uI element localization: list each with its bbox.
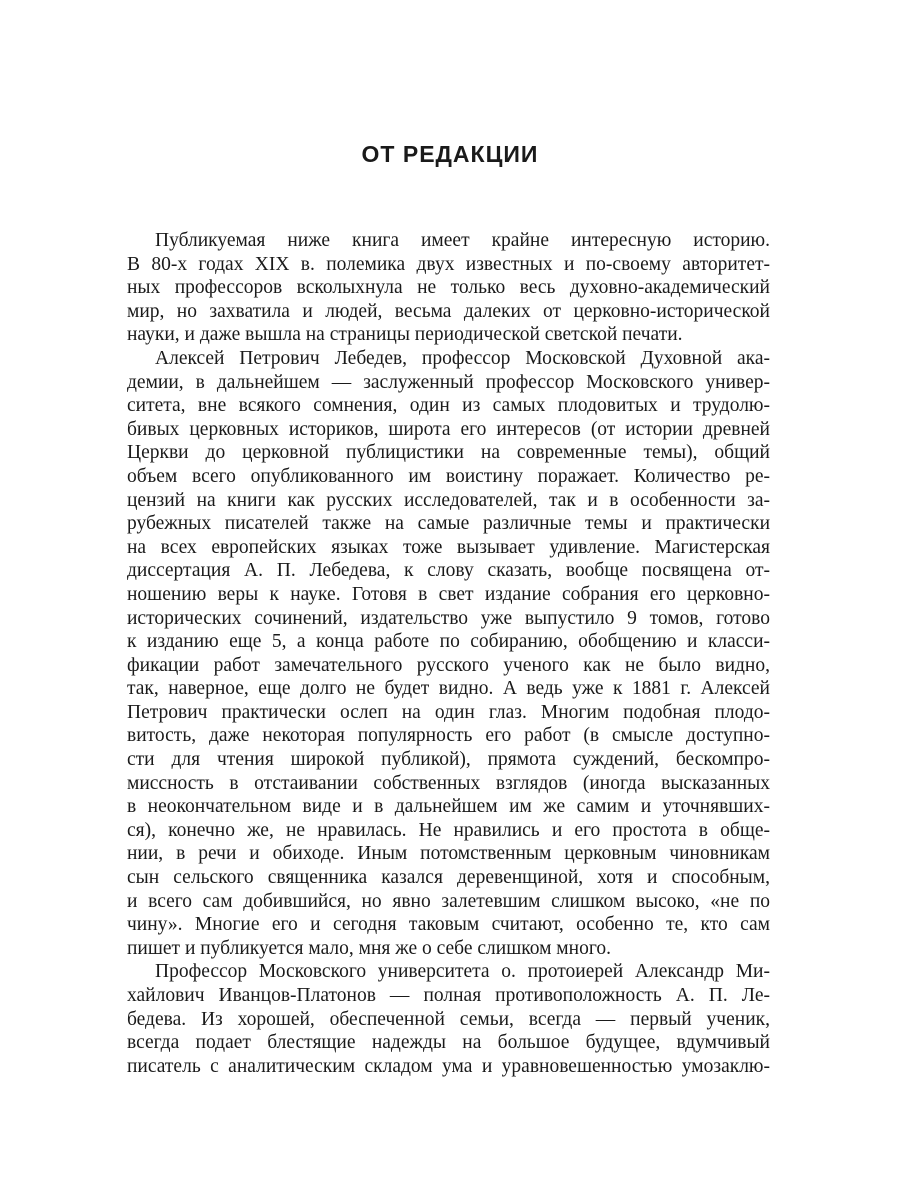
text-line-content: бивых церковных историков, широта его интересов (от истории древней xyxy=(127,418,770,440)
text-line-content: объем всего опубликованного им воистину поражает. Количество ре- xyxy=(127,465,770,487)
text-line xyxy=(127,913,770,937)
text-line-content: мир, но захватила и людей, весьма далеких от церковно-исторической xyxy=(127,300,770,322)
document-body xyxy=(127,229,770,1078)
text-line-content: к изданию еще 5, а конца работе по собиранию, обобщению и класси- xyxy=(127,631,770,653)
text-line-content: писатель с аналитическим складом ума и уравновешенностью умозаклю- xyxy=(127,1055,770,1077)
text-line-content: В 80-х годах XIX в. полемика двух известных и по-своему авторитет- xyxy=(127,253,770,275)
text-line-content: демии, в дальнейшем — заслуженный профессор Московского универ- xyxy=(127,371,770,393)
paragraph xyxy=(127,347,770,960)
text-line-content: сын сельского священника казался деревенщиной, хотя и способным, xyxy=(127,867,770,889)
text-line xyxy=(127,1031,770,1055)
text-line-content: Алексей Петрович Лебедев, профессор Московской Духовной ака- xyxy=(155,347,770,369)
text-line xyxy=(127,677,770,701)
text-line-content: Церкви до церковной публицистики на современные темы), общий xyxy=(127,442,770,464)
text-line-content: Профессор Московского университета о. протоиерей Александр Ми- xyxy=(155,961,770,983)
text-line xyxy=(127,559,770,583)
text-line xyxy=(127,701,770,725)
text-line xyxy=(127,1055,770,1079)
text-line xyxy=(127,253,770,277)
text-line xyxy=(127,536,770,560)
text-line xyxy=(127,842,770,866)
text-line-content: сти для чтения широкой публикой), прямота суждений, бескомпро- xyxy=(127,749,770,771)
text-line-content: науки, и даже вышла на страницы периодической светской печати. xyxy=(127,324,683,346)
text-line xyxy=(127,512,770,536)
text-line xyxy=(127,866,770,890)
text-line xyxy=(127,795,770,819)
text-line-content: Петрович практически ослеп на один глаз. Многим подобная плодо- xyxy=(127,701,770,723)
text-line-content: всегда подает блестящие надежды на большое будущее, вдумчивый xyxy=(127,1032,770,1054)
text-line-content: исторических сочинений, издательство уже выпустило 9 томов, готово xyxy=(127,607,770,629)
text-line xyxy=(127,1008,770,1032)
text-line-content: хайлович Иванцов-Платонов — полная противоположность А. П. Ле- xyxy=(127,985,770,1006)
text-line xyxy=(127,819,770,843)
text-line-content: ношению веры к науке. Готовя в свет издание собрания его церковно- xyxy=(127,583,770,605)
text-line-content: Публикуемая ниже книга имеет крайне интересную историю. xyxy=(155,230,770,251)
paragraph xyxy=(127,229,770,347)
text-line xyxy=(127,890,770,914)
text-line-content: витость, даже некоторая популярность его работ (в смысле доступно- xyxy=(127,725,770,747)
text-line xyxy=(127,276,770,300)
text-line xyxy=(127,489,770,513)
text-line xyxy=(127,960,770,984)
text-line xyxy=(127,937,770,961)
text-line xyxy=(127,465,770,489)
text-line-content: фикации работ замечательного русского ученого как не было видно, xyxy=(127,654,770,676)
text-line xyxy=(127,630,770,654)
text-line-content: бедева. Из хорошей, обеспеченной семьи, всегда — первый ученик, xyxy=(127,1008,770,1030)
page-title: ОТ РЕДАКЦИИ xyxy=(361,141,539,168)
text-line-content: в неокончательном виде и в дальнейшем им же самим и уточнявших- xyxy=(127,796,770,818)
text-line-content: на всех европейских языках тоже вызывает удивление. Магистерская xyxy=(127,536,770,558)
text-line xyxy=(127,347,770,371)
text-line xyxy=(127,748,770,772)
text-line-content: нии, в речи и обиходе. Иным потомственным церковным чиновникам xyxy=(127,843,770,865)
text-line-content: пишет и публикуется мало, мня же о себе слишком много. xyxy=(127,937,611,959)
text-line xyxy=(127,583,770,607)
text-line-content: и всего сам добившийся, но явно залетевшим слишком высоко, «не по xyxy=(127,890,770,912)
text-line-content: так, наверное, еще долго не будет видно. А ведь уже к 1881 г. Алексей xyxy=(127,678,770,700)
text-line xyxy=(127,724,770,748)
text-line xyxy=(127,394,770,418)
text-line-content: ситета, вне всякого сомнения, один из самых плодовитых и трудолю- xyxy=(127,395,770,417)
text-line xyxy=(127,371,770,395)
text-line-content: цензий на книги как русских исследователей, так и в особенности за- xyxy=(127,489,770,511)
text-line-content: ся), конечно же, не нравилась. Не нравились и его простота в обще- xyxy=(127,819,770,841)
text-line xyxy=(127,607,770,631)
text-line-content: ных профессоров всколыхнула не только весь духовно-академический xyxy=(127,277,770,299)
text-line xyxy=(127,984,770,1008)
paragraph xyxy=(127,960,770,1078)
text-line-content: рубежных писателей также на самые различные темы и практически xyxy=(127,513,770,535)
text-line xyxy=(127,441,770,465)
text-line xyxy=(127,300,770,324)
text-line xyxy=(127,772,770,796)
text-line-content: миссность в отстаивании собственных взглядов (иногда высказанных xyxy=(127,772,770,794)
text-line xyxy=(127,654,770,678)
text-line-content: диссертация А. П. Лебедева, к слову сказать, вообще посвящена от- xyxy=(127,560,770,582)
text-line-content: чину». Многие его и сегодня таковым считают, особенно те, кто сам xyxy=(127,914,770,936)
text-line xyxy=(127,418,770,442)
text-line xyxy=(127,229,770,253)
text-line xyxy=(127,323,770,347)
